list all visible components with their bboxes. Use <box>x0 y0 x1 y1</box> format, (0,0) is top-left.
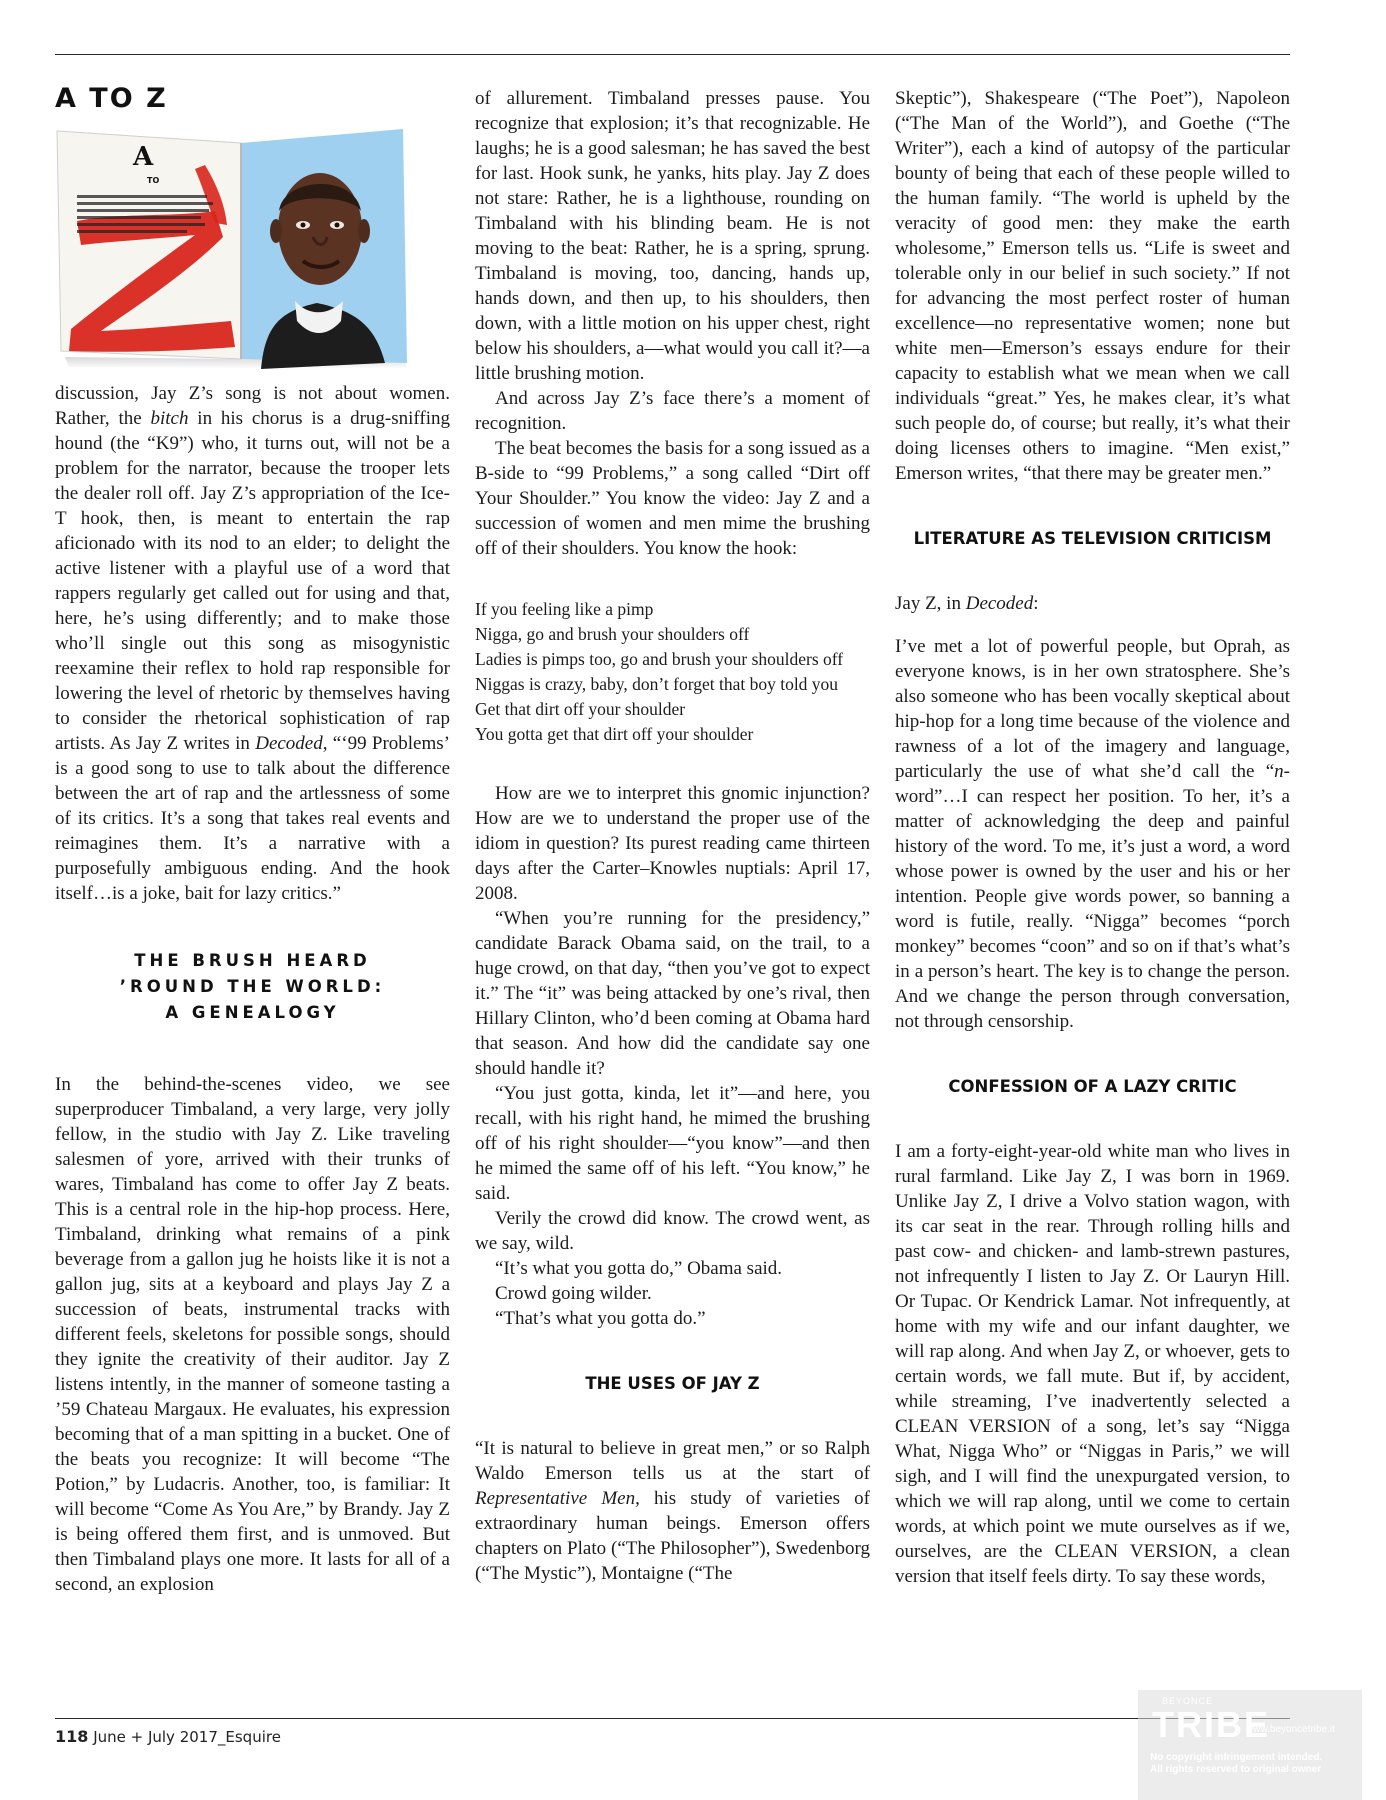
subhead-confession: CONFESSION OF A LAZY CRITIC <box>948 1077 1237 1096</box>
lyrics-block <box>475 597 870 747</box>
subhead-uses-of-jay-z: THE USES OF JAY Z <box>585 1374 760 1393</box>
watermark-url: www.beyoncetribe.it <box>1246 1724 1335 1735</box>
paragraph-obama-trail: “When you’re running for the presidency,” candidate Barack Obama said, on the trail, to a huge crowd, on that day, “then you’ve got to expect it.” The “it” was being attacked by one’s rival, then Hillary Clinton, who’d been coming at Obama hard that season. And how did the candidate say one should handle it? <box>475 908 870 1079</box>
magazine-spread-illustration <box>55 125 413 369</box>
column-2 <box>475 86 870 1586</box>
paragraph-recognition: And across Jay Z’s face there’s a moment of recognition. <box>475 388 870 434</box>
paragraph-crowd-wilder: Crowd going wilder. <box>495 1283 652 1304</box>
lyric-line: You gotta get that dirt off your shoulder <box>475 724 754 744</box>
lyric-line: Ladies is pimps too, go and brush your shoulders off <box>475 649 844 669</box>
lyric-line: Get that dirt off your shoulder <box>475 699 686 719</box>
paragraph-greater-men: Skeptic”), Shakespeare (“The Poet”), Napoleon (“The Man of the World”), and Goethe (“The Writer”), each a kind of autopsy of the particular bounty of being that each of these people willed to the human family. “The world is upheld by the veracity of good men: they make the earth wholesome,” Emerson tells us. “Life is sweet and tolerable only in our belief in such society.” If not for advancing the most perfect roster of human excellence—no representative women; none but white men—Emerson’s essays endure for their capacity to establish what we mean when we call individuals “great.” Yes, he makes clear, it’s what such people do, of course; but really, it’s what their doing licenses others to imagine. “Men exist,” Emerson writes, “that there may be greater men.” <box>895 88 1290 484</box>
watermark-note: No copyright infringement intended. All rights reserved to original owner <box>1150 1752 1323 1775</box>
paragraph-let-it: “You just gotta, kinda, let it”—and here, you recall, with his right hand, he mimed the brushing off of his right shoulder—“you know”—and then he mimed the same off of his left. “You know,” he said. <box>475 1083 870 1204</box>
issue-label: June + July 2017_Esquire <box>93 1728 281 1746</box>
paragraph-lazy-critic: I am a forty-eight-year-old white man who lives in rural farmland. Like Jay Z, I was born in 1969. Unlike Jay Z, I drive a Volvo station wagon, with its car seat in the rear. Through rolling hills and past cow- and chicken- and lamb-strewn pastures, not infrequently I listen to Jay Z. Or Lauryn Hill. Or Tupac. Or Kendrick Lamar. Not infrequently, at home with my wife and our infant daughter, we will rap along. And when Jay Z, or whoever, gets to certain words, we fall mute. But if, by accident, while streaming, I’ve inadvertently selected a CLEAN VERSION of a song, let’s say “Nigga What, Nigga Who” or “Niggas in Paris,” we will sigh, and I will find the unexpurgated version, to which we will rap along, until we come to certain words, at which point we mute ourselves as if we, ourselves, are the CLEAN VERSION, a clean version that itself feels dirty. To say these words, <box>895 1141 1290 1587</box>
column-3 <box>895 86 1290 1589</box>
subhead-literature-tv-criticism: LITERATURE AS TELEVISION CRITICISM <box>913 529 1272 548</box>
spread-letter-a: A <box>133 142 154 172</box>
section-title: A TO Z <box>55 83 168 114</box>
quote-oprah: I’ve met a lot of powerful people, but Oprah, as everyone knows, is in her own stratosphere. She’s also someone who has been vocally skeptical about hip-hop for a long time because of the violence and rawness of a lot of the imagery and language, particularly the use of what she’d call the “n-word”…I can respect her position. To her, it’s a matter of acknowledging the deep and painful history of the word. To me, it’s just a word, a word whose power is owned by the user and his or her intention. People give words power, so banning a word is futile, really. “Nigga” becomes “porch monkey” becomes “coon” and so on if that’s what’s in a person’s heart. The key is to change the person. And we change the person through conversation, not through censorship. <box>895 636 1290 1032</box>
top-rule <box>55 54 1290 55</box>
page-footer <box>55 1727 281 1746</box>
spread-letter-to: TO <box>147 176 160 185</box>
paragraph-gotta-do: “It’s what you gotta do,” Obama said. <box>495 1258 783 1279</box>
paragraph-decoded-intro: Jay Z, in Decoded: <box>895 593 1039 614</box>
paragraph-timbaland: In the behind-the-scenes video, we see superproducer Timbaland, a very large, very jolly fellow, in the studio with Jay Z. Like traveling salesmen of yore, arrived with their trunks of wares, Timbaland has come to offer Jay Z beats. This is a central role in the hip-hop process. Here, Timbaland, drinking what remains of a pink beverage from a gallon jug he hoists like it is not a gallon jug, sits at a keyboard and plays Jay Z a succession of beats, instrumental tracks with different feels, skeletons for possible songs, should they ignite the creativity of their auditor. Jay Z listens intently, in the manner of someone tasting a ’59 Chateau Margaux. He evaluates, his expression becoming that of a man spitting in a bucket. One of the beats you recognize: It will become “The Potion,” by Ludacris. Another, too, is familiar: It will become “Come As You Are,” by Brandy. Jay Z is being offered them first, and is unmoved. But then Timbaland plays one more. It lasts for all of a second, an explosion <box>55 1074 450 1595</box>
watermark-small-text: BEYONCE <box>1162 1696 1214 1706</box>
watermark-logo-text: TRIBE <box>1152 1704 1270 1745</box>
column-1 <box>55 83 450 1597</box>
subhead-brush-heard: THE BRUSH HEARD ’ROUND THE WORLD: A GENEALOGY <box>119 951 386 1022</box>
paragraph-emerson: “It is natural to believe in great men,” or so Ralph Waldo Emerson tells us at the start of Representative Men, his study of varieties of extraordinary human beings. Emerson offers chapters on Plato (“The Philosopher”), Swedenborg (“The Mystic”), Montaigne (“The <box>475 1438 870 1584</box>
lyric-line: If you feeling like a pimp <box>475 599 654 619</box>
lyric-line: Nigga, go and brush your shoulders off <box>475 624 750 644</box>
paragraph-crowd-knew: Verily the crowd did know. The crowd went, as we say, wild. <box>475 1208 870 1254</box>
watermark <box>1138 1690 1362 1800</box>
magazine-spread-image <box>55 125 413 369</box>
paragraph-b-side: The beat becomes the basis for a song issued as a B-side to “99 Problems,” a song called “Dirt off Your Shoulder.” You know the video: Jay Z and a succession of women and men mime the brushing off of their shoulders. You know the hook: <box>475 438 870 559</box>
bottom-rule <box>55 1718 1290 1719</box>
paragraph-thats-what: “That’s what you gotta do.” <box>495 1308 706 1329</box>
page-number: 118 <box>55 1727 89 1746</box>
paragraph-allurement: of allurement. Timbaland presses pause. You recognize that explosion; it’s that recognizable. He laughs; he is a good salesman; he has saved the best for last. Hook sunk, he yanks, hits play. Jay Z does not stare: Rather, he is a lighthouse, rounding on Timbaland with his blinding beam. He is not moving to the beat: Rather, he is a spring, sprung. Timbaland is moving, too, dancing, hands up, hands down, and then up, to his shoulders, then down, with a little motion on his upper chest, right below his shoulders, a—what would you call it?—a little brushing motion. <box>475 88 870 384</box>
lyric-line: Niggas is crazy, baby, don’t forget that boy told you <box>475 674 839 694</box>
paragraph-rap-rhetoric: discussion, Jay Z’s song is not about women. Rather, the bitch in his chorus is a drug-sniffing hound (the “K9”) who, it turns out, will not be a problem for the narrator, because the trooper lets the dealer roll off. Jay Z’s appropriation of the Ice-T hook, then, is meant to entertain the rap aficionado with its nod to an elder; to delight the active listener with a playful use of a word that rappers regularly get called out for using and that, here, he’s using differently; and to make those who’ll single out this song as misogynistic reexamine their reflex to hold rap responsible for lowering the level of rhetoric by themselves having to consider the rhetorical sophistication of rap artists. As Jay Z writes in Decoded, “‘99 Problems’ is a good song to use to talk about the difference between the art of rap and the artlessness of some of its critics. It’s a song that takes real events and reimagines them. It’s a narrative with a purposefully ambiguous ending. And the hook itself…is a joke, bait for lazy critics.” <box>55 383 450 904</box>
paragraph-gnomic: How are we to interpret this gnomic injunction? How are we to understand the proper use of the idiom in question? Its purest reading came thirteen days after the Carter–Knowles nuptials: April 17, 2008. <box>475 783 870 904</box>
